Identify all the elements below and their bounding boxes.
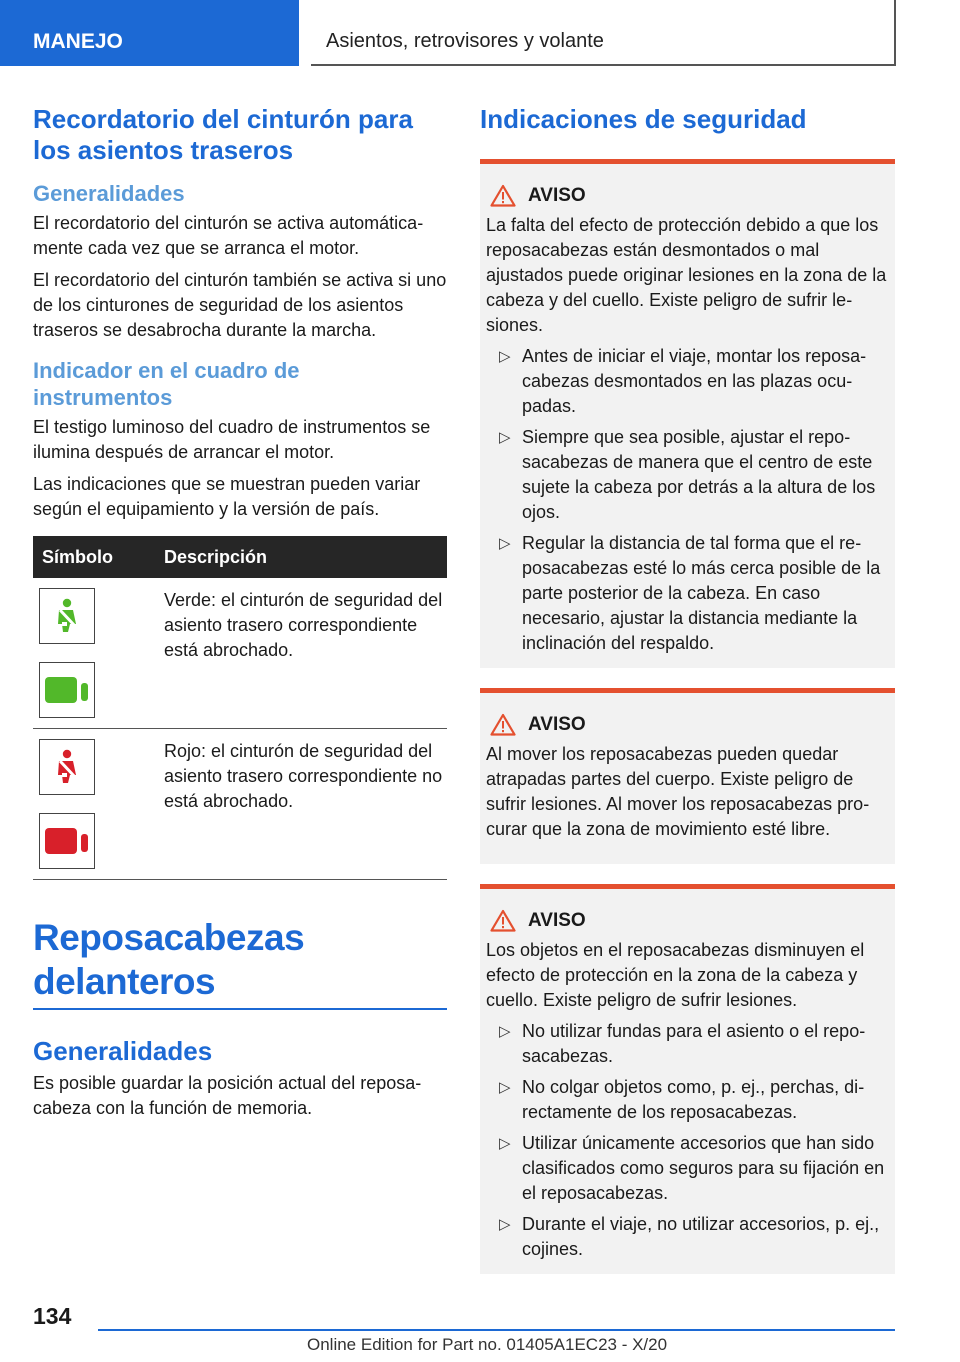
warning-header bbox=[490, 184, 887, 207]
warning-header bbox=[490, 909, 887, 932]
symbol-table bbox=[33, 536, 447, 880]
symbol-cell bbox=[33, 729, 155, 880]
page-header bbox=[0, 0, 960, 66]
list-item bbox=[486, 531, 887, 656]
warning-text: Al mover los reposacabezas pueden quedar atrapadas partes del cuerpo. Existe peligro de sufrir lesiones. Al mover los reposacabezas procurar que la zona de movimiento esté libre. bbox=[486, 744, 870, 839]
col-description: Descripción bbox=[155, 536, 447, 578]
edition-link[interactable]: Online Edition for Part no. 01405A1EC23 - X/20 bbox=[307, 1335, 668, 1354]
heading-general-2: Generalidades bbox=[33, 1036, 213, 1066]
heading-general-1: Generalidades bbox=[33, 181, 185, 206]
list-item-text: Durante el viaje, no utilizar accesorios, p. ej., cojines. bbox=[522, 1214, 880, 1259]
warning-box-3 bbox=[480, 884, 895, 1274]
list-item bbox=[486, 1075, 887, 1125]
warning-label: AVISO bbox=[528, 909, 586, 931]
heading-rule bbox=[33, 1008, 447, 1010]
heading-indicator: Indicador en el cuadro de instrumentos bbox=[33, 358, 300, 410]
list-item-text: No utilizar fundas para el asiento o el reposacabezas. bbox=[522, 1021, 866, 1066]
seatbelt-red-icon bbox=[39, 739, 95, 795]
warning-text: Los objetos en el reposacabezas disminuyen el efecto de protección en la zona de la cabeza y cuello. Existe peligro de sufrir lesiones. bbox=[486, 940, 865, 1010]
warning-label: AVISO bbox=[528, 184, 586, 206]
paragraph-3: El testigo luminoso del cuadro de instrumentos se ilumina después de arrancar el motor. bbox=[33, 417, 431, 462]
list-item-text: Siempre que sea posible, ajustar el reposacabezas de manera que el centro de este sujete la cabeza por detrás a la altura de los ojos. bbox=[522, 427, 876, 522]
list-item-text: No colgar objetos como, p. ej., perchas, directamente de los reposacabezas. bbox=[522, 1077, 865, 1122]
warning-triangle-icon bbox=[490, 909, 516, 932]
triangle-bullet-icon: ▷ bbox=[499, 1023, 511, 1040]
footer-rule bbox=[98, 1329, 895, 1331]
triangle-bullet-icon: ▷ bbox=[499, 1135, 511, 1152]
warning-triangle-icon bbox=[490, 713, 516, 736]
heading-belt-reminder: Recordatorio del cinturón para los asientos traseros bbox=[33, 104, 413, 165]
seat-indicator-green-icon bbox=[39, 662, 95, 718]
triangle-bullet-icon: ▷ bbox=[499, 429, 511, 446]
triangle-bullet-icon: ▷ bbox=[499, 1216, 511, 1233]
warning-header bbox=[490, 713, 887, 736]
heading-front-headrests: Reposacabezas delanteros bbox=[33, 917, 305, 1002]
heading-safety: Indicaciones de seguridad bbox=[480, 104, 807, 134]
table-row bbox=[33, 578, 447, 729]
triangle-bullet-icon: ▷ bbox=[499, 535, 511, 552]
warning-box-2 bbox=[480, 688, 895, 864]
warning-list bbox=[486, 1019, 887, 1262]
list-item bbox=[486, 425, 887, 525]
right-column bbox=[480, 104, 895, 1274]
list-item bbox=[486, 344, 887, 419]
warning-triangle-icon bbox=[490, 184, 516, 207]
table-row bbox=[33, 729, 447, 880]
chapter-title: Asientos, retrovisores y volante bbox=[311, 0, 896, 66]
triangle-bullet-icon: ▷ bbox=[499, 1079, 511, 1096]
seatbelt-green-icon bbox=[39, 588, 95, 644]
warning-list bbox=[486, 344, 887, 656]
warning-label: AVISO bbox=[528, 713, 586, 735]
warning-box-1 bbox=[480, 159, 895, 668]
list-item-text: Utilizar únicamente accesorios que han sido clasificados como seguros para su fijación en el reposacabezas. bbox=[522, 1133, 885, 1203]
left-column bbox=[33, 104, 447, 1121]
paragraph-2: El recordatorio del cinturón también se activa si uno de los cinturones de seguridad de los asientos traseros se desabrocha durante la marcha. bbox=[33, 270, 447, 340]
list-item bbox=[486, 1019, 887, 1069]
list-item-text: Antes de iniciar el viaje, montar los reposacabezas desmontados en las plazas ocupadas. bbox=[522, 346, 867, 416]
list-item-text: Regular la distancia de tal forma que el reposacabezas esté lo más cerca posible de la parte posterior de la cabeza. En caso necesario, ajustar la distancia mediante la inclinación del respaldo. bbox=[522, 533, 881, 653]
paragraph-1: El recordatorio del cinturón se activa automáticamente cada vez que se arranca el motor. bbox=[33, 213, 424, 258]
paragraph-5: Es posible guardar la posición actual del reposacabeza con la función de memoria. bbox=[33, 1073, 422, 1118]
col-symbol: Símbolo bbox=[33, 536, 155, 578]
paragraph-4: Las indicaciones que se muestran pueden variar según el equipamiento y la versión de país. bbox=[33, 474, 421, 519]
symbol-cell bbox=[33, 578, 155, 729]
triangle-bullet-icon: ▷ bbox=[499, 348, 511, 365]
page-number: 134 bbox=[33, 1303, 72, 1329]
warning-text: La falta del efecto de protección debido a que los reposacabezas están desmontados o mal ajustados puede originar lesiones en la zona de la cabeza y del cuello. Existe peligro de sufrir lesiones. bbox=[486, 215, 887, 335]
list-item bbox=[486, 1212, 887, 1262]
description-cell: Verde: el cinturón de seguridad del asiento trasero correspondiente está abrochado. bbox=[155, 578, 447, 729]
list-item bbox=[486, 1131, 887, 1206]
description-cell: Rojo: el cinturón de seguridad del asiento trasero correspondiente no está abrochado. bbox=[155, 729, 447, 880]
section-tab[interactable]: MANEJO bbox=[0, 0, 299, 66]
seat-indicator-red-icon bbox=[39, 813, 95, 869]
